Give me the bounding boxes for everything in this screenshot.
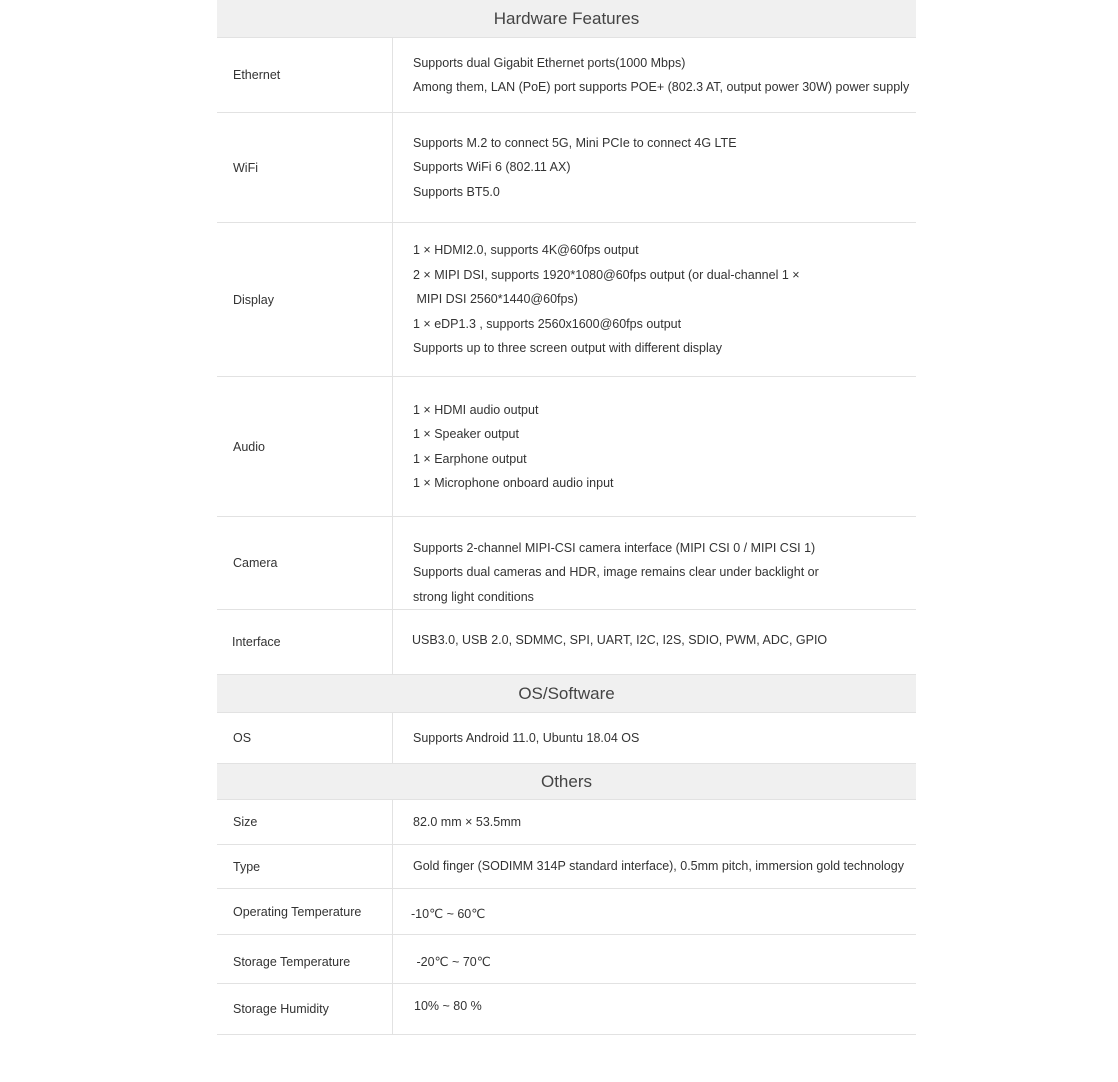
section-title: OS/Software (518, 683, 615, 703)
section-header-os-software (217, 675, 916, 713)
spec-value (393, 889, 916, 934)
spec-row-operating-temperature (217, 889, 916, 935)
spec-row-ethernet (217, 38, 916, 113)
spec-label: Size (217, 800, 393, 844)
spec-value-line: 1 × Earphone output (413, 451, 527, 466)
spec-value-line: 1 × Speaker output (413, 427, 519, 441)
spec-value-line: 1 × eDP1.3 , supports 2560x1600@60fps output (413, 316, 682, 331)
spec-value-line: Gold finger (SODIMM 314P standard interface), 0.5mm pitch, immersion gold technology (413, 859, 904, 874)
spec-row-interface (217, 610, 916, 675)
spec-value (393, 845, 916, 888)
spec-label: Operating Temperature (217, 889, 393, 934)
spec-label: Storage Temperature (217, 935, 393, 983)
spec-row-camera (217, 517, 916, 610)
spec-label: WiFi (217, 113, 393, 222)
spec-label: Type (217, 845, 393, 888)
spec-value-line: Supports dual cameras and HDR, image remains clear under backlight or (413, 565, 819, 579)
spec-value-line: 1 × HDMI audio output (413, 402, 539, 417)
spec-value (393, 113, 916, 222)
spec-value-line: Supports M.2 to connect 5G, Mini PCIe to connect 4G LTE (413, 135, 737, 150)
spec-row-size (217, 800, 916, 845)
spec-row-display (217, 223, 916, 377)
spec-value (393, 713, 916, 763)
spec-row-type (217, 845, 916, 889)
spec-label: OS (217, 713, 393, 763)
spec-label: Camera (217, 517, 393, 609)
spec-row-audio (217, 377, 916, 517)
spec-value-line: 82.0 mm × 53.5mm (413, 814, 522, 829)
spec-value-line: MIPI DSI 2560*1440@60fps) (413, 292, 578, 307)
spec-value-line: 1 × HDMI2.0, supports 4K@60fps output (413, 243, 639, 258)
spec-label: Display (217, 223, 393, 376)
spec-value (393, 38, 916, 112)
spec-value-line: USB3.0, USB 2.0, SDMMC, SPI, UART, I2C, I2S, SDIO, PWM, ADC, GPIO (412, 633, 828, 647)
spec-row-wifi (217, 113, 916, 223)
spec-value-line: Supports up to three screen output with different display (413, 341, 722, 356)
spec-value-line: strong light conditions (413, 589, 534, 604)
section-header-hardware-features (217, 0, 916, 38)
spec-value (393, 984, 916, 1034)
spec-value (393, 223, 916, 376)
spec-value-line: Supports dual Gigabit Ethernet ports(1000 Mbps) (413, 55, 686, 70)
spec-row-storage-temperature (217, 935, 916, 984)
spec-label: Storage Humidity (217, 984, 393, 1034)
section-title: Others (540, 771, 593, 791)
spec-label: Audio (217, 377, 393, 516)
spec-table (217, 0, 916, 1035)
spec-label: Ethernet (217, 38, 393, 112)
spec-value (393, 935, 916, 983)
spec-value-line: Supports Android 11.0, Ubuntu 18.04 OS (413, 730, 640, 745)
spec-row-os (217, 713, 916, 764)
spec-value-line: -10℃ ~ 60℃ (411, 907, 486, 922)
spec-value-line: 2 × MIPI DSI, supports 1920*1080@60fps output (or dual-channel 1 × (413, 267, 800, 282)
spec-row-storage-humidity (217, 984, 916, 1035)
spec-value-line: Supports WiFi 6 (802.11 AX) (413, 160, 571, 175)
spec-value-line: -20℃ ~ 70℃ (413, 954, 491, 969)
section-title: Hardware Features (493, 8, 640, 28)
spec-value-line: Among them, LAN (PoE) port supports POE+ (802.3 AT, output power 30W) power supply (413, 80, 910, 94)
spec-value (393, 377, 916, 516)
spec-value-line: 10% ~ 80 % (414, 999, 482, 1013)
spec-value (393, 610, 916, 674)
spec-value (393, 800, 916, 844)
section-header-others (217, 764, 916, 800)
spec-value-line: Supports BT5.0 (413, 184, 500, 199)
spec-value (393, 517, 916, 609)
spec-value-line: 1 × Microphone onboard audio input (413, 476, 614, 490)
spec-value-line: Supports 2-channel MIPI-CSI camera interface (MIPI CSI 0 / MIPI CSI 1) (413, 540, 816, 555)
spec-label: Interface (217, 610, 393, 674)
